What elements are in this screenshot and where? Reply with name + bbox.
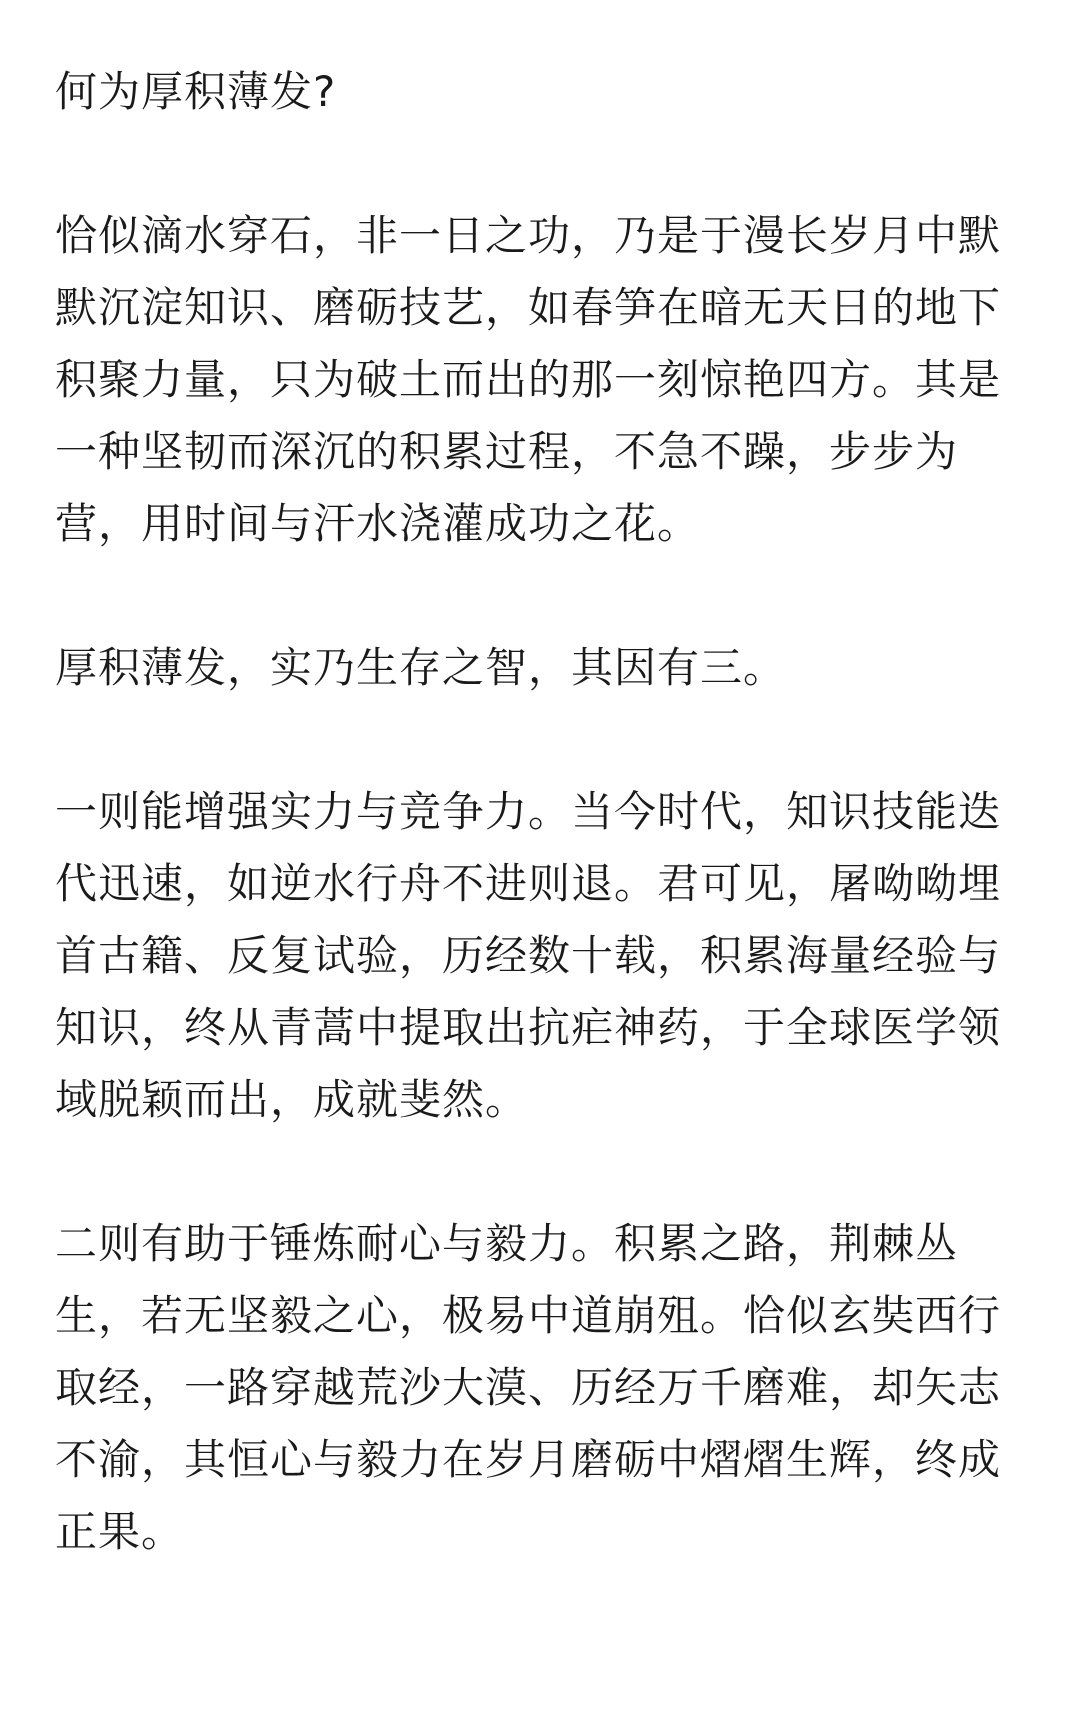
article-body <box>55 56 1025 1568</box>
paragraph-reason-one: 一则能增强实力与竞争力。当今时代，知识技能迭代迅速，如逆水行舟不进则退。君可见，屠呦呦埋首古籍、反复试验，历经数十载，积累海量经验与知识，终从青蒿中提取出抗疟神药，于全球医学领域脱颖而出，成就斐然。 <box>55 787 1002 1124</box>
paragraph-reasons-intro: 厚积薄发，实乃生存之智，其因有三。 <box>55 643 787 692</box>
article-heading-question: 何为厚积薄发? <box>55 67 337 116</box>
paragraph-definition: 恰似滴水穿石，非一日之功，乃是于漫长岁月中默默沉淀知识、磨砺技艺，如春笋在暗无天日的地下积聚力量，只为破土而出的那一刻惊艳四方。其是一种坚韧而深沉的积累过程，不急不躁，步步为营，用时间与汗水浇灌成功之花。 <box>55 211 1002 548</box>
paragraph-reason-two: 二则有助于锤炼耐心与毅力。积累之路，荆棘丛生，若无坚毅之心，极易中道崩殂。恰似玄奘西行取经，一路穿越荒沙大漠、历经万千磨难，却矢志不渝，其恒心与毅力在岁月磨砺中熠熠生辉，终成正果。 <box>55 1219 1002 1556</box>
